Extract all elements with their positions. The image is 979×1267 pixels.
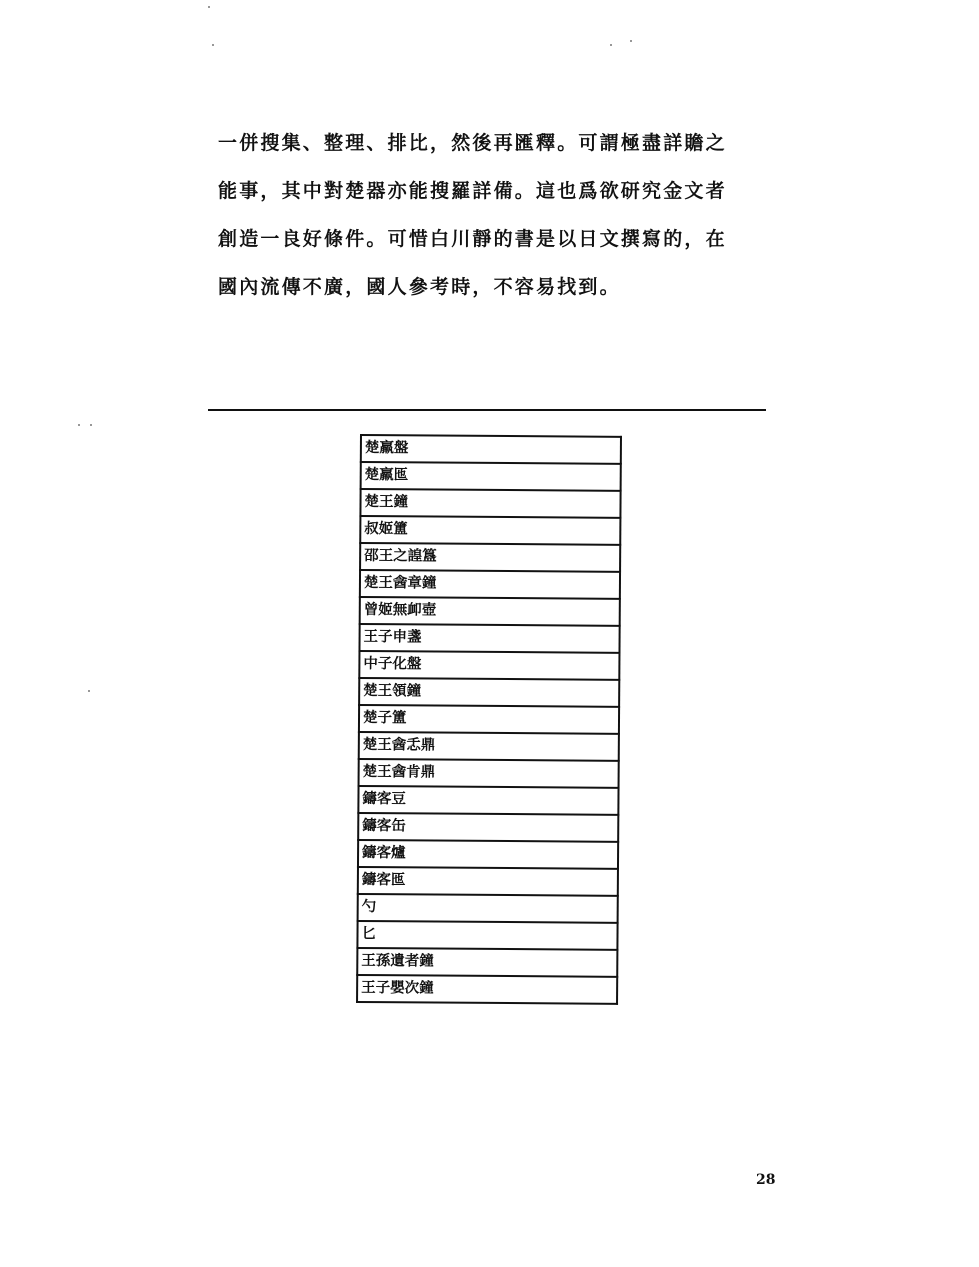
vessel-name-cell: 勺	[358, 894, 618, 923]
vessel-name-cell: 鑄客豆	[358, 786, 618, 815]
table-row	[359, 678, 619, 707]
vessel-name-cell: 楚王酓忎鼎	[359, 732, 619, 761]
table-row	[360, 543, 620, 572]
table-row	[361, 435, 621, 464]
table-row	[358, 840, 618, 869]
table-row	[360, 516, 620, 545]
paragraph-line: 能事，其中對楚器亦能搜羅詳備。這也爲欲研究金文者	[218, 180, 727, 202]
vessel-name-cell: 楚王酓章鐘	[360, 570, 620, 599]
table-row	[359, 651, 619, 680]
vessel-name-cell: 邵王之諻簋	[360, 543, 620, 572]
vessel-name-cell: 鑄客缶	[358, 813, 618, 842]
vessel-name-cell: 叔姬簠	[360, 516, 620, 545]
scan-speck	[78, 424, 80, 426]
table-row	[359, 732, 619, 761]
table-row	[358, 867, 618, 896]
table-row	[358, 813, 618, 842]
vessel-name-cell: 楚王酓肯鼎	[359, 759, 619, 788]
table-row	[360, 570, 620, 599]
table-row	[360, 597, 620, 626]
page-number: 28	[756, 1172, 776, 1188]
table-row	[359, 759, 619, 788]
vessel-name-cell: 楚王鐘	[360, 489, 620, 518]
table-row	[358, 786, 618, 815]
table-row	[361, 462, 621, 491]
vessel-name-cell: 鑄客匜	[358, 867, 618, 896]
vessel-name-cell: 曾姬無卹壺	[360, 597, 620, 626]
vessel-name-cell: 王孫遺者鐘	[357, 948, 617, 977]
scan-speck	[88, 690, 90, 692]
table-row	[359, 624, 619, 653]
table-row	[359, 705, 619, 734]
table-row	[360, 489, 620, 518]
scan-speck	[610, 44, 612, 46]
paragraph-line: 一併搜集、整理、排比，然後再匯釋。可謂極盡詳贍之	[218, 132, 727, 154]
scan-speck	[212, 44, 214, 46]
table-row	[357, 921, 617, 950]
vessel-name-cell: 楚子簠	[359, 705, 619, 734]
vessel-name-cell: 楚王領鐘	[359, 678, 619, 707]
scan-speck	[630, 40, 632, 42]
bronze-vessel-list	[356, 434, 622, 1005]
paragraph-line: 國內流傳不廣，國人參考時，不容易找到。	[218, 276, 621, 298]
section-divider	[208, 409, 766, 411]
table-row	[357, 975, 617, 1004]
table-row	[357, 948, 617, 977]
vessel-name-cell: 王子申盞	[359, 624, 619, 653]
paragraph-line: 創造一良好條件。可惜白川靜的書是以日文撰寫的，在	[218, 228, 727, 250]
vessel-name-cell: 匕	[357, 921, 617, 950]
vessel-name-cell: 中子化盤	[359, 651, 619, 680]
vessel-name-cell: 王子嬰次鐘	[357, 975, 617, 1004]
vessel-name-cell: 鑄客爐	[358, 840, 618, 869]
scan-speck	[208, 6, 210, 8]
vessel-name-cell: 楚羸盤	[361, 435, 621, 464]
vessel-name-cell: 楚羸匜	[361, 462, 621, 491]
table-row	[358, 894, 618, 923]
scan-speck	[90, 424, 92, 426]
body-paragraph	[218, 128, 770, 320]
